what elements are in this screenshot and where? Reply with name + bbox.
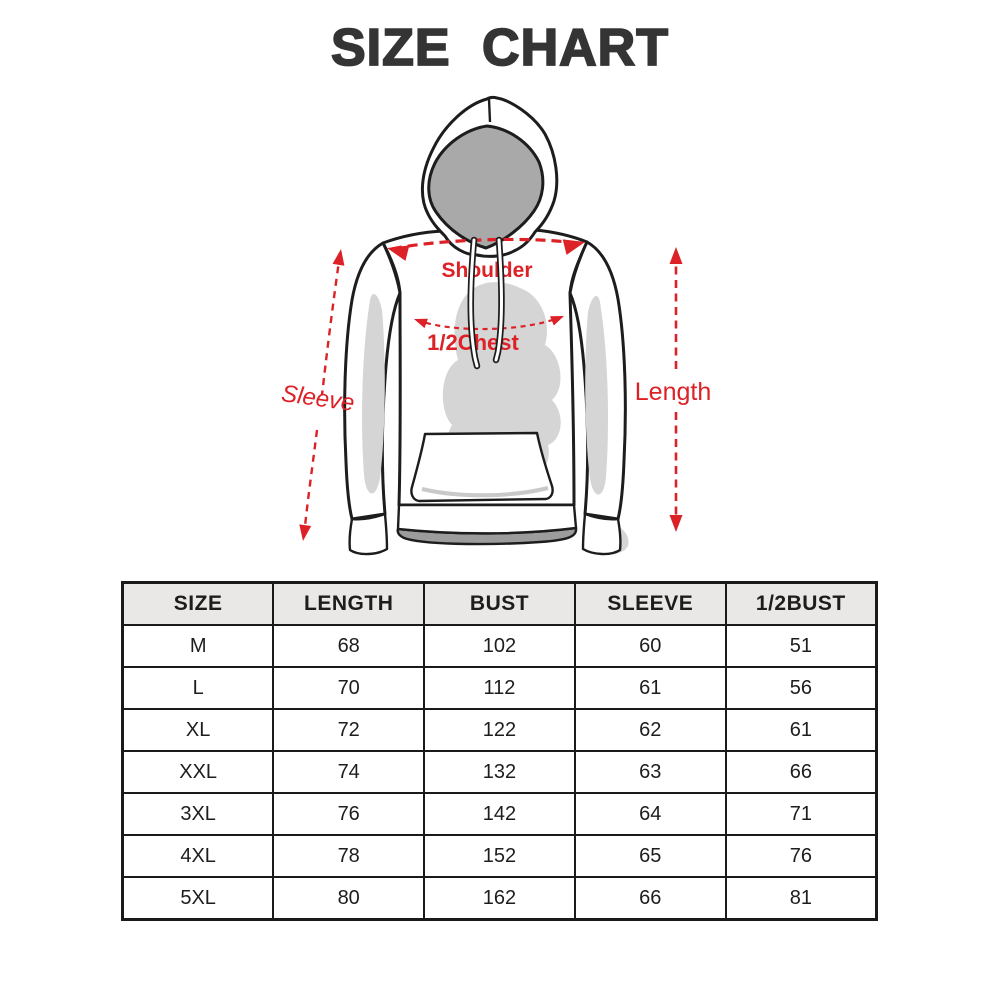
size-cell: XL <box>123 709 274 751</box>
column-header-size: SIZE <box>123 583 274 626</box>
half-bust-cell: 61 <box>726 709 877 751</box>
size-cell: XXL <box>123 751 274 793</box>
half-bust-cell: 51 <box>726 625 877 667</box>
column-header-length: LENGTH <box>273 583 424 626</box>
length-cell: 72 <box>273 709 424 751</box>
sleeve-measure-line-lower <box>304 430 317 536</box>
bust-cell: 152 <box>424 835 575 877</box>
size-cell: M <box>123 625 274 667</box>
length-cell: 70 <box>273 667 424 709</box>
bust-cell: 132 <box>424 751 575 793</box>
length-cell: 78 <box>273 835 424 877</box>
table-row-3xl <box>123 793 877 835</box>
half-bust-cell: 71 <box>726 793 877 835</box>
size-cell: L <box>123 667 274 709</box>
table-row-xl <box>123 709 877 751</box>
hoodie-measurement-diagram <box>270 85 730 575</box>
bust-cell: 102 <box>424 625 575 667</box>
bust-cell: 122 <box>424 709 575 751</box>
sleeve-cell: 61 <box>575 667 726 709</box>
half-chest-label: 1/2Chest <box>427 330 519 355</box>
half-bust-cell: 81 <box>726 877 877 920</box>
length-cell: 74 <box>273 751 424 793</box>
hem-band <box>398 505 576 533</box>
column-header-half-bust: 1/2BUST <box>726 583 877 626</box>
sleeve-label: Sleeve <box>279 380 357 417</box>
hood-seam <box>489 99 490 122</box>
sleeve-cell: 63 <box>575 751 726 793</box>
length-arrowhead-bottom <box>670 515 683 532</box>
sleeve-arrowhead-bottom <box>297 524 311 542</box>
length-cell: 68 <box>273 625 424 667</box>
sleeve-measure-line-upper <box>322 254 340 395</box>
bust-cell: 142 <box>424 793 575 835</box>
table-header-row <box>123 583 877 626</box>
size-cell: 3XL <box>123 793 274 835</box>
left-cuff <box>350 514 387 554</box>
size-table <box>121 581 878 921</box>
sleeve-cell: 60 <box>575 625 726 667</box>
table-row-l <box>123 667 877 709</box>
half-bust-cell: 66 <box>726 751 877 793</box>
sleeve-cell: 62 <box>575 709 726 751</box>
table-row-5xl <box>123 877 877 920</box>
sleeve-cell: 65 <box>575 835 726 877</box>
right-cuff <box>583 514 620 554</box>
length-cell: 80 <box>273 877 424 920</box>
sleeve-cell: 66 <box>575 877 726 920</box>
page-title: SIZE CHART <box>331 19 669 77</box>
size-table-body <box>123 625 877 920</box>
shoulder-label: Shoulder <box>441 259 533 282</box>
half-bust-cell: 56 <box>726 667 877 709</box>
table-row-m <box>123 625 877 667</box>
sleeve-arrowhead-top <box>333 248 347 266</box>
size-table-header <box>123 583 877 626</box>
size-cell: 4XL <box>123 835 274 877</box>
sleeve-cell: 64 <box>575 793 726 835</box>
column-header-bust: BUST <box>424 583 575 626</box>
bust-cell: 112 <box>424 667 575 709</box>
half-bust-cell: 76 <box>726 835 877 877</box>
length-cell: 76 <box>273 793 424 835</box>
column-header-sleeve: SLEEVE <box>575 583 726 626</box>
bust-cell: 162 <box>424 877 575 920</box>
size-cell: 5XL <box>123 877 274 920</box>
table-row-xxl <box>123 751 877 793</box>
table-row-4xl <box>123 835 877 877</box>
length-label: Length <box>634 378 712 406</box>
length-arrowhead-top <box>670 247 683 264</box>
